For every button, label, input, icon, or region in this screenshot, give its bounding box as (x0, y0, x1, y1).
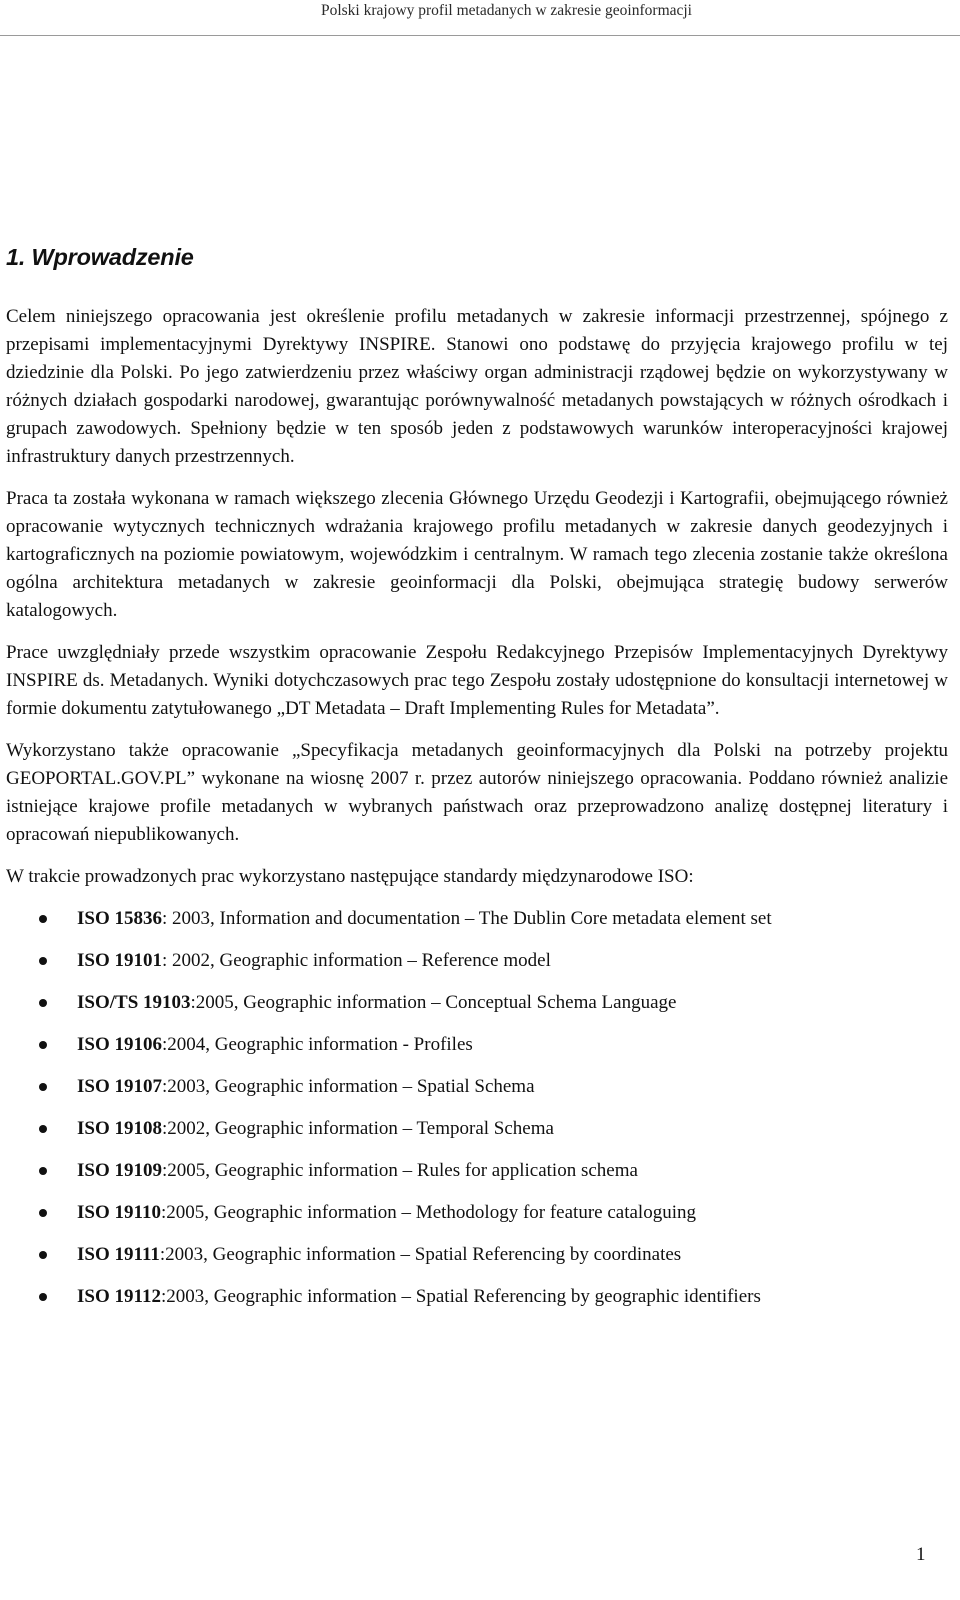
list-item (6, 1115, 948, 1143)
bullet-icon (39, 1125, 47, 1133)
list-item (6, 947, 948, 975)
standard-code: ISO 19108 (77, 1118, 162, 1139)
bullet-icon (39, 1083, 47, 1091)
bullet-icon (39, 915, 47, 923)
standard-code: ISO 19110 (77, 1202, 161, 1223)
running-header (0, 0, 960, 36)
document-body (6, 303, 948, 1325)
bullet-icon (39, 1293, 47, 1301)
standard-title: :2005, Geographic information – Methodology for feature cataloguing (160, 1202, 696, 1223)
standard-code: ISO 19106 (77, 1034, 162, 1055)
list-item (6, 989, 948, 1017)
standard-code: ISO 19101 (77, 950, 162, 971)
page-number: 1 (916, 1544, 926, 1565)
standard-title: : 2002, Geographic information – Reference model (162, 950, 551, 971)
standards-intro: W trakcie prowadzonych prac wykorzystano następujące standardy międzynarodowe ISO: (6, 866, 694, 887)
standard-title: :2005, Geographic information – Rules for application schema (162, 1160, 638, 1181)
standard-code: ISO/TS 19103 (77, 992, 191, 1013)
standard-title: :2002, Geographic information – Temporal Schema (162, 1118, 554, 1139)
standard-code: ISO 19111 (77, 1244, 160, 1265)
list-item (6, 905, 948, 933)
standard-title: :2003, Geographic information – Spatial Referencing by geographic identifiers (160, 1286, 761, 1307)
paragraph-context: Praca ta została wykonana w ramach większego zlecenia Głównego Urzędu Geodezji i Kartografii, obejmującego również opracowanie wytycznych technicznych wdrażania krajowego profilu metadanych w zakresie danych geodezyjnych i kartograficznych na poziomie powiatowym, wojewódzkim i centralnym. W ramach tego zlecenia zostanie także określona ogólna architektura metadanych w zakresie geoinformacji dla Polski, obejmująca strategię budowy serwerów katalogowych. (6, 488, 948, 621)
standard-code: ISO 19112 (77, 1286, 161, 1307)
list-item (6, 1031, 948, 1059)
bullet-icon (39, 999, 47, 1007)
bullet-icon (39, 1041, 47, 1049)
standard-code: ISO 19107 (77, 1076, 162, 1097)
paragraph-sources: Prace uwzględniały przede wszystkim opracowanie Zespołu Redakcyjnego Przepisów Implementacyjnych Dyrektywy INSPIRE ds. Metadanych. Wyniki dotychczasowych prac tego Zespołu zostały udostępnione do konsultacji internetowej w formie dokumentu zatytułowanego „DT Metadata – Draft Implementing Rules for Metadata”. (6, 642, 948, 719)
bullet-icon (39, 957, 47, 965)
standards-list (6, 905, 948, 1311)
bullet-icon (39, 1251, 47, 1259)
list-item (6, 1199, 948, 1227)
running-header-title: Polski krajowy profil metadanych w zakresie geoinformacji (320, 2, 692, 19)
bullet-icon (39, 1209, 47, 1217)
standard-title: :2003, Geographic information – Spatial Schema (162, 1076, 535, 1097)
list-item (6, 1241, 948, 1269)
list-item (6, 1157, 948, 1185)
bullet-icon (39, 1167, 47, 1175)
standard-title: :2003, Geographic information – Spatial Referencing by coordinates (159, 1244, 682, 1265)
paragraph-purpose: Celem niniejszego opracowania jest określenie profilu metadanych w zakresie informacji przestrzennej, spójnego z przepisami implementacyjnymi Dyrektywy INSPIRE. Stanowi ono podstawę do przyjęcia krajowego profilu w tej dziedzinie dla Polski. Po jego zatwierdzeniu przez właściwy organ administracji rządowej będzie on wykorzystywany w różnych działach gospodarki narodowej, gwarantując porównywalność metadanych powstających w różnych ośrodkach i grupach zawodowych. Spełniony będzie w ten sposób jeden z podstawowych warunków interoperacyjności krajowej infrastruktury danych przestrzennych. (6, 306, 948, 467)
standard-code: ISO 19109 (77, 1160, 162, 1181)
section-heading: 1. Wprowadzenie (6, 244, 194, 270)
standard-title: :2004, Geographic information - Profiles (162, 1034, 473, 1055)
list-item (6, 1073, 948, 1101)
standard-code: ISO 15836 (77, 908, 162, 929)
list-item (6, 1283, 948, 1311)
standard-title: :2005, Geographic information – Conceptual Schema Language (190, 992, 677, 1013)
paragraph-prior-work: Wykorzystano także opracowanie „Specyfikacja metadanych geoinformacyjnych dla Polski na potrzeby projektu GEOPORTAL.GOV.PL” wykonane na wiosnę 2007 r. przez autorów niniejszego opracowania. Poddano również analizie istniejące krajowe profile metadanych w wybranych państwach oraz przeprowadzono analizę dostępnej literatury i opracowań niepublikowanych. (6, 740, 948, 845)
standard-title: : 2003, Information and documentation – The Dublin Core metadata element set (162, 908, 772, 929)
